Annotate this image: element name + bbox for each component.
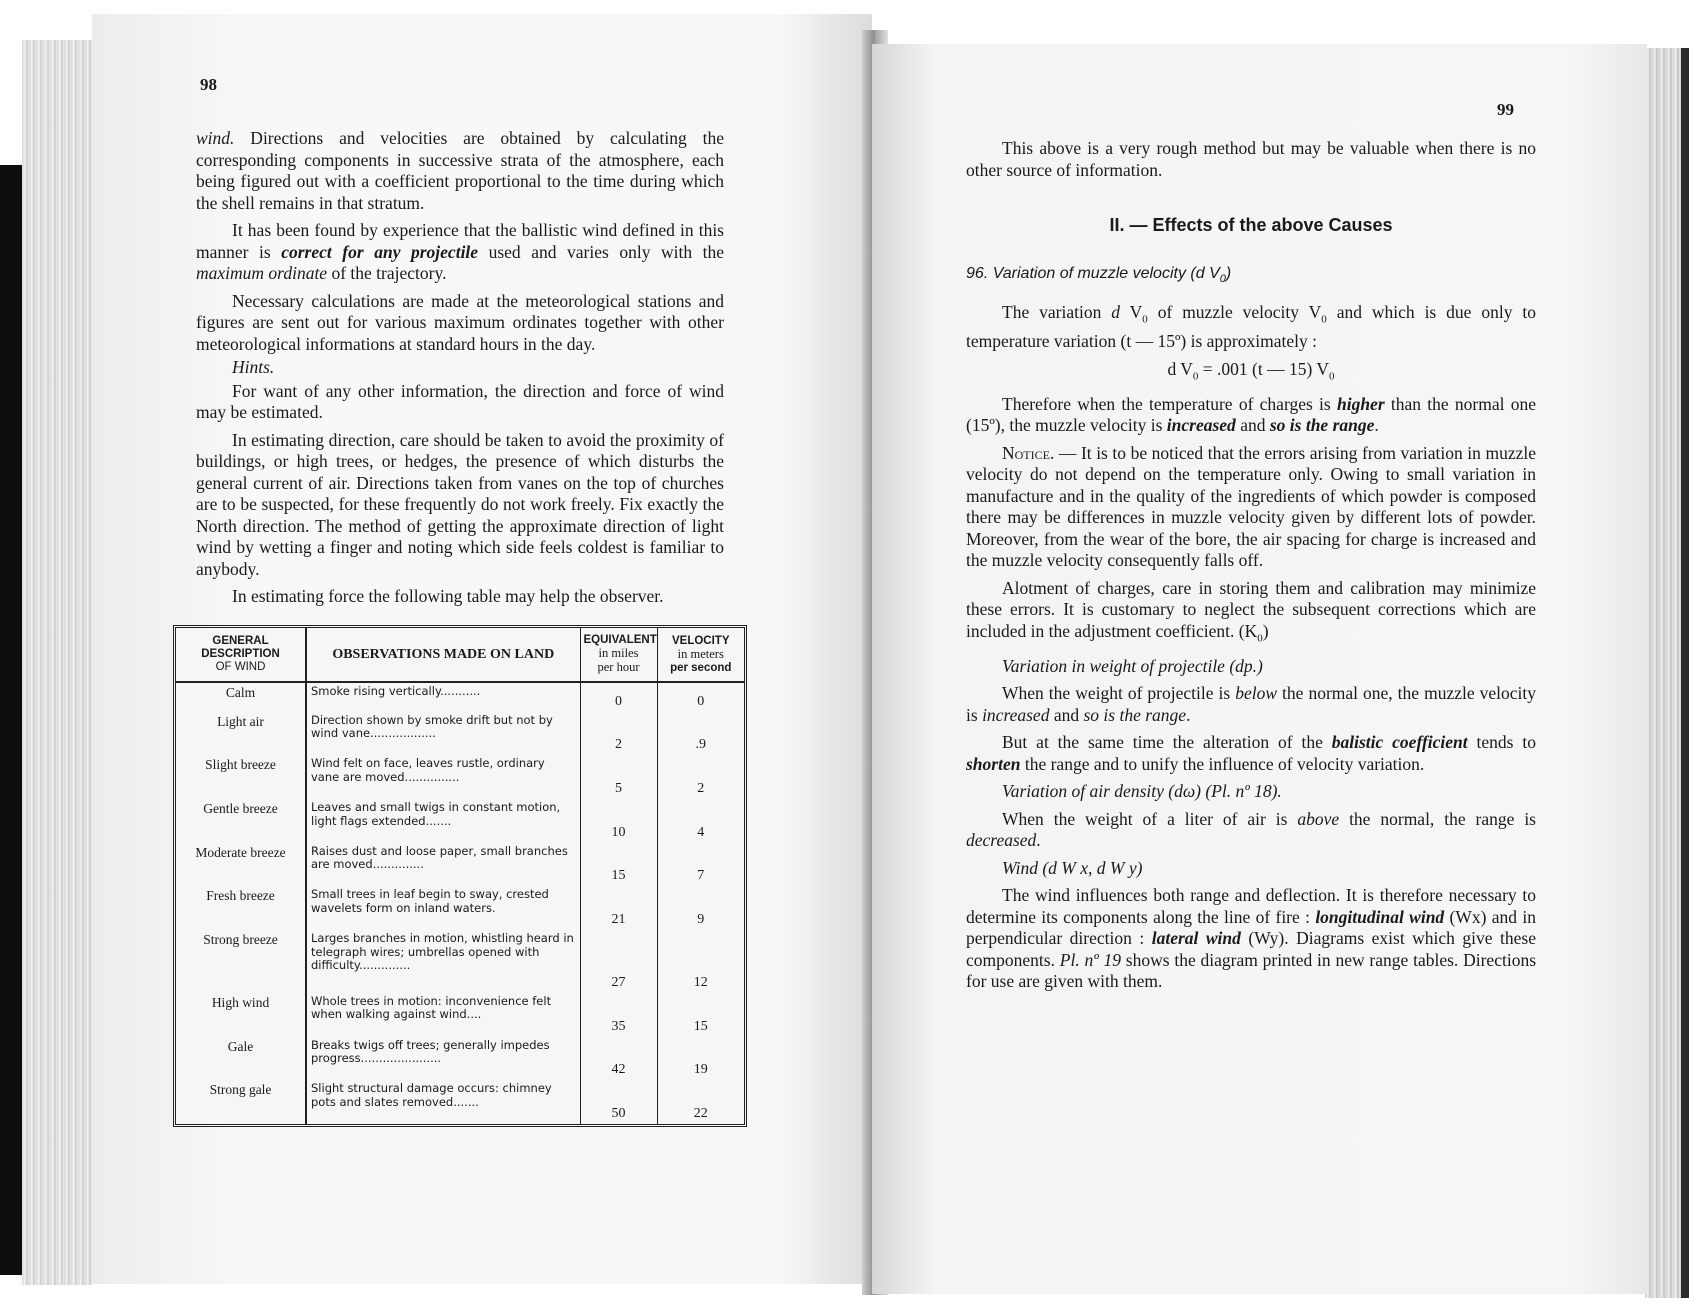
- paragraph-text: Directions and velocities are obtained by calculating the corresponding components in successive strata of the atmosphere, each being figured out with a coefficient proportional to the time during which the shell remains in that stratum.: [196, 128, 724, 213]
- wind-description: Fresh breeze: [176, 886, 306, 930]
- wind-force-table: [173, 625, 747, 1127]
- table-row: [176, 755, 744, 799]
- wind-observation: Slight structural damage occurs: chimney pots and slates removed.......: [306, 1080, 580, 1124]
- paragraph: Alotment of charges, care in storing them and calibration may minimize these errors. It is customary to neglect the subsequent corrections which are included in the adjustment coefficient. $(K_0)$: [966, 577, 1536, 645]
- table-row: [176, 799, 744, 843]
- wind-description: Calm: [176, 682, 306, 712]
- heading-wind: Wind (d W x, d W y): [1002, 857, 1143, 878]
- table-row: [176, 1037, 744, 1081]
- paragraph: [196, 220, 724, 285]
- miles-per-hour: 27: [580, 930, 657, 993]
- meters-per-second: 19: [693, 1062, 708, 1078]
- wind-observation: Small trees in leaf begin to sway, crested wavelets form on inland waters.: [306, 886, 580, 930]
- miles-per-hour: 35: [580, 993, 657, 1037]
- page-stack-left: [22, 40, 92, 1285]
- paragraph-text: It has been found by experience that the ballistic wind defined in this manner is: [196, 220, 724, 262]
- table-row: [176, 886, 744, 930]
- heading-air-density: Variation of air density (dω) (Pl. nº 18).: [1002, 781, 1282, 802]
- emphasis-text: maximum ordinate: [196, 263, 328, 283]
- wind-observation: Leaves and small twigs in constant motion, light flags extended.......: [306, 799, 580, 843]
- wind-observation: Direction shown by smoke drift but not by wind vane..................: [306, 712, 580, 756]
- wind-description: Gale: [176, 1037, 306, 1081]
- paragraph: [196, 128, 724, 214]
- wind-observation: Larges branches in motion, whistling heard in telegraph wires; umbrellas opened with difficulty..............: [306, 930, 580, 993]
- meters-per-second: 22: [693, 1106, 708, 1121]
- notice-label: Notice.: [1002, 442, 1055, 463]
- meters-per-second: 0: [697, 693, 705, 709]
- wind-description: Gentle breeze: [176, 799, 306, 843]
- hints-heading: Hints.: [232, 357, 275, 377]
- notice-paragraph: Notice. — It is to be noticed that the errors arising from variation in muzzle velocity do not depend on the temperature only. Owing to small variation in manufacture and in the quality of the ingredients of which powder is composed there may be differences in muzzle velocity given by different lots of powder. Moreover, from the wear of the bore, the air spacing for charge is increased and the muzzle velocity consequently falls off.: [966, 442, 1536, 571]
- left-page-text: [196, 128, 724, 614]
- miles-per-hour: 50: [580, 1080, 657, 1124]
- wind-description: Slight breeze: [176, 755, 306, 799]
- paragraph: When the weight of a liter of air is above the normal, the range is decreased.: [966, 808, 1536, 851]
- table-row: [176, 843, 744, 887]
- table-row: [176, 712, 744, 756]
- intro-paragraph: This above is a very rough method but may be valuable when there is no other source of information.: [966, 138, 1536, 180]
- paragraph: In estimating direction, care should be taken to avoid the proximity of buildings, or high trees, or hedges, the presence of which disturbs the general current of air. Directions taken from vanes on the top of churches are to be suspected, for these frequently do not work freely. Fix exactly the North direction. The method of getting the approximate direction of light wind by wetting a finger and noting which side feels coldest is familiar to anybody.: [196, 429, 724, 579]
- wind-description: Strong breeze: [176, 930, 306, 993]
- right-page-text: [966, 138, 1536, 999]
- meters-per-second: 15: [693, 1018, 708, 1034]
- section-title: II. — Effects of the above Causes: [1109, 215, 1393, 235]
- paragraph: The variation d $V_0$ of muzzle velocity $V_0$ and which is due only to temperature variation (t — 15º) is approximately :: [966, 302, 1537, 352]
- right-page-number: 99: [1497, 100, 1514, 119]
- miles-per-hour: 2: [580, 712, 657, 756]
- emphasis-text: correct for any projectile: [281, 241, 479, 262]
- left-page-number: 98: [200, 75, 217, 94]
- paragraph-text: used and varies only with the: [478, 241, 725, 262]
- meters-per-second: 12: [693, 974, 708, 990]
- header-velocity: VELOCITY in meters per second: [657, 628, 744, 682]
- equation: d $V_0 = .001$ (t — 15) $V_0$: [1167, 358, 1335, 383]
- meters-per-second: 2: [697, 781, 705, 796]
- wind-observation: Breaks twigs off trees; generally impedes progress......................: [306, 1037, 580, 1081]
- italic-lead: wind.: [196, 128, 235, 148]
- miles-per-hour: 21: [580, 886, 657, 930]
- header-general-description: GENERAL DESCRIPTION OF WIND: [176, 628, 306, 682]
- book-edge-shadow: [0, 165, 22, 1275]
- table-row: [176, 930, 744, 993]
- miles-per-hour: 42: [580, 1037, 657, 1081]
- paragraph: But at the same time the alteration of the balistic coefficient tends to shorten the range and to unify the influence of velocity variation.: [966, 732, 1536, 774]
- meters-per-second: 7: [697, 868, 705, 884]
- table-row: [176, 682, 744, 712]
- subsection-heading: 96. Variation of muzzle velocity (d $V_0$): [966, 264, 1232, 285]
- meters-per-second: 9: [697, 912, 705, 928]
- table-header-row: [176, 628, 744, 682]
- meters-per-second: .9: [695, 737, 706, 753]
- paragraph: For want of any other information, the direction and force of wind may be estimated.: [196, 380, 724, 422]
- header-equivalent: EQUIVALENT in miles per hour: [580, 628, 657, 682]
- paragraph: The wind influences both range and deflection. It is therefore necessary to determine its components along the line of fire : longitudinal wind (Wx) and in perpendicular direction : lateral wind (Wy). Diagrams exist which give these components. Pl. nº 19 shows the diagram printed in new range tables. Directions for use are given with them.: [966, 885, 1537, 992]
- page-stack-right: [1645, 48, 1689, 1298]
- wind-observation: Smoke rising vertically...........: [306, 682, 580, 712]
- table-row: [176, 993, 744, 1037]
- wind-observation: Raises dust and loose paper, small branches are moved..............: [306, 843, 580, 887]
- wind-description: High wind: [176, 993, 306, 1037]
- paragraph: Necessary calculations are made at the meteorological stations and figures are sent out for various maximum ordinates together with other meteorological informations at standard hours in the day.: [196, 290, 724, 354]
- miles-per-hour: 10: [580, 799, 657, 843]
- wind-observation: Whole trees in motion: inconvenience felt when walking against wind....: [306, 993, 580, 1037]
- miles-per-hour: 15: [580, 843, 657, 887]
- wind-observation: Wind felt on face, leaves rustle, ordinary vane are moved...............: [306, 755, 580, 799]
- wind-description: Light air: [176, 712, 306, 756]
- miles-per-hour: 0: [580, 682, 657, 712]
- paragraph: When the weight of projectile is below the normal one, the muzzle velocity is increased and so is the range.: [966, 683, 1536, 725]
- wind-table: [176, 628, 744, 1124]
- paragraph: In estimating force the following table may help the observer.: [232, 586, 664, 606]
- paragraph: Therefore when the temperature of charges is higher than the normal one (15º), the muzzle velocity is increased and so is the range.: [966, 393, 1536, 436]
- miles-per-hour: 5: [580, 755, 657, 799]
- table-row: [176, 1080, 744, 1124]
- header-observations: OBSERVATIONS MADE ON LAND: [306, 628, 580, 682]
- heading-weight-variation: Variation in weight of projectile (dp.): [1002, 655, 1263, 676]
- paragraph-text: of the trajectory.: [327, 263, 447, 283]
- wind-description: Moderate breeze: [176, 843, 306, 887]
- meters-per-second: 4: [697, 824, 705, 840]
- wind-description: Strong gale: [176, 1080, 306, 1124]
